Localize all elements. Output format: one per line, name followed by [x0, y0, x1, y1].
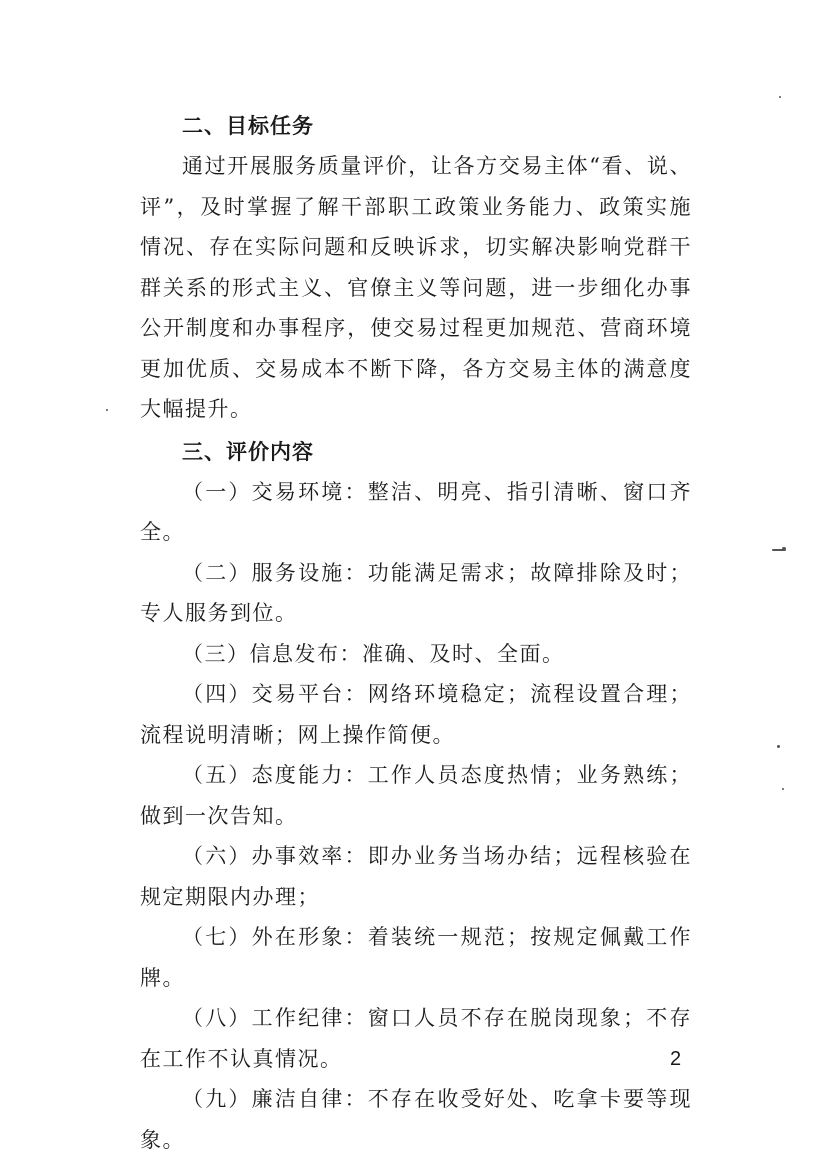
evaluation-item-5: （五）态度能力：工作人员态度热情；业务熟练；做到一次告知。: [140, 763, 692, 828]
evaluation-item-8: （八）工作纪律：窗口人员不存在脱岗现象；不存在工作不认真情况。: [140, 1006, 692, 1071]
scan-speck: [777, 745, 780, 748]
section-heading-goals: 二、目标任务: [182, 114, 314, 138]
evaluation-item-6: （六）办事效率：即办业务当场办结；远程核验在规定期限内办理；: [140, 844, 692, 909]
scan-speck: [782, 547, 786, 550]
goals-paragraph: 通过开展服务质量评价，让各方交易主体“看、说、评”，及时掌握了解干部职工政策业务能力、政策实施情况、存在实际问题和反映诉求，切实解决影响党群干群关系的形式主义、官僚主义等问题，进一步细化办事公开制度和办事程序，使交易过程更加规范、营商环境更加优质、交易成本不断下降，各方交易主体的满意度大幅提升。: [140, 154, 692, 421]
evaluation-item-2: （二）服务设施：功能满足需求；故障排除及时；专人服务到位。: [140, 560, 692, 625]
scan-speck: [106, 409, 108, 411]
scan-speck: [782, 788, 784, 790]
section-heading-evaluation: 三、评价内容: [182, 439, 314, 464]
evaluation-item-1: （一）交易环境：整洁、明亮、指引清晰、窗口齐全。: [140, 479, 692, 544]
evaluation-item-3: （三）信息发布：准确、及时、全面。: [182, 641, 565, 666]
evaluation-item-7: （七）外在形象：着装统一规范；按规定佩戴工作牌。: [140, 925, 692, 990]
evaluation-item-4: （四）交易平台：网络环境稳定；流程设置合理；流程说明清晰；网上操作简便。: [140, 682, 692, 747]
scan-speck: [779, 96, 781, 98]
document-body: [140, 106, 692, 1160]
evaluation-item-9: （九）廉洁自律：不存在收受好处、吃拿卡要等现象。: [140, 1087, 692, 1152]
page-number: 2: [670, 1048, 682, 1070]
